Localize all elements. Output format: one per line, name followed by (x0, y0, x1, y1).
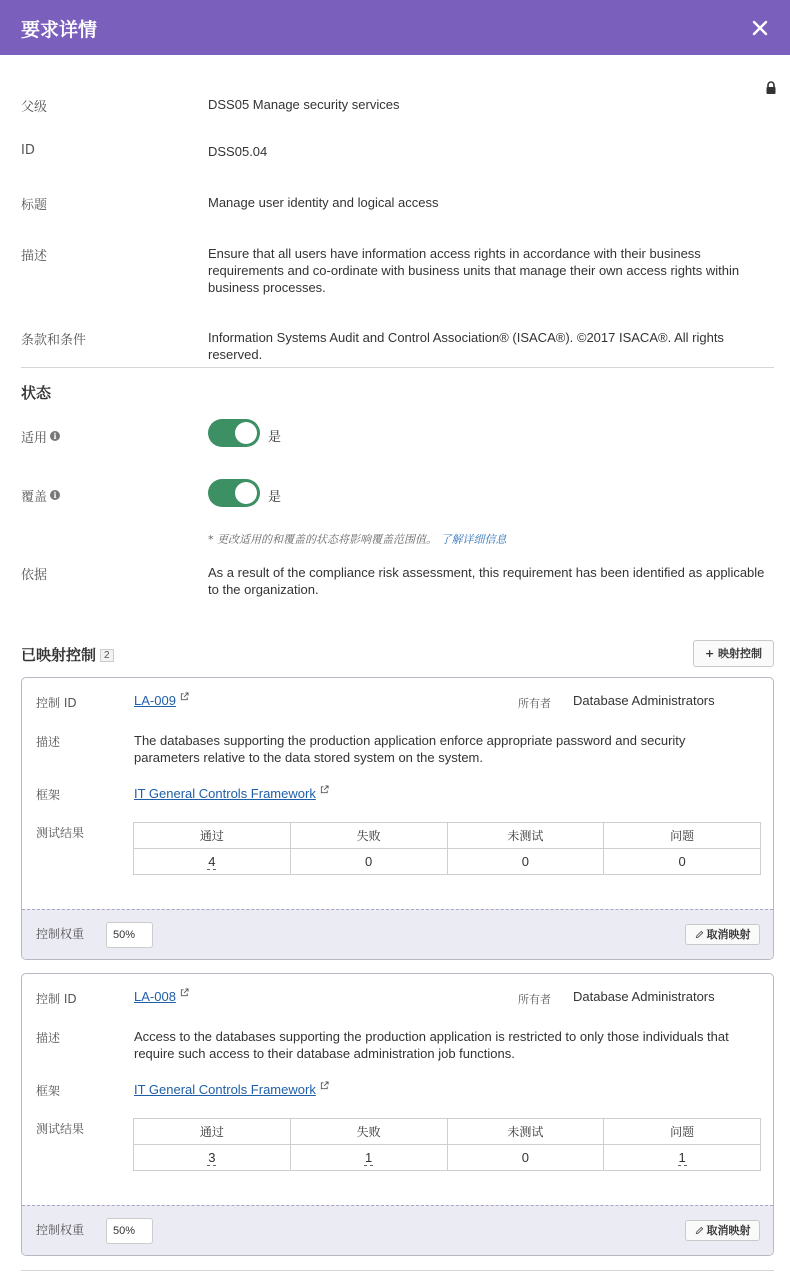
divider (21, 367, 774, 368)
basis-label: 依据 (21, 568, 48, 583)
control-desc: The databases supporting the production application enforce appropriate password and security parameters relative to the data stored system on the system. (134, 733, 686, 765)
issues-count: 0 (678, 854, 686, 869)
pass-cell (134, 1145, 291, 1171)
modal-header (0, 0, 790, 55)
description-label: 描述 (21, 249, 48, 264)
control-id-link[interactable]: LA-009 (134, 693, 176, 708)
unmap-button-label: 取消映射 (706, 928, 751, 941)
table-row (134, 849, 761, 875)
parent-label: 父级 (21, 100, 48, 115)
external-link-icon (320, 1081, 329, 1090)
control-weight-input[interactable]: 50% (106, 922, 153, 948)
untested-cell (447, 1145, 604, 1171)
learn-more-link[interactable]: 了解详细信息 (440, 533, 507, 546)
owner-label: 所有者 (518, 697, 551, 710)
untested-cell (447, 849, 604, 875)
basis-value: As a result of the compliance risk assessment, this requirement has been identified as applicable to the organization. (208, 565, 765, 597)
issues-cell (604, 849, 761, 875)
control-card (21, 973, 774, 1256)
unmap-button-label: 取消映射 (706, 1224, 751, 1237)
applicable-label (21, 427, 60, 446)
table-header-row (134, 823, 761, 849)
external-link-icon (180, 692, 189, 701)
fail-count[interactable]: 1 (365, 1150, 373, 1165)
owner-label: 所有者 (518, 993, 551, 1006)
lock-icon (765, 81, 777, 95)
applicable-toggle[interactable] (208, 419, 260, 447)
fail-header: 失败 (290, 823, 447, 849)
fail-count: 0 (365, 854, 373, 869)
control-id-label: 控制 ID (36, 696, 77, 710)
parent-value: DSS05 Manage security services (208, 97, 400, 112)
framework-label: 框架 (36, 788, 61, 802)
control-id-label: 控制 ID (36, 992, 77, 1006)
coverage-label-text: 覆盖 (21, 490, 48, 505)
issues-header: 问题 (604, 1119, 761, 1145)
control-weight-input[interactable]: 50% (106, 1218, 153, 1244)
control-card (21, 677, 774, 960)
mapped-controls-title (21, 644, 114, 665)
framework (134, 1081, 329, 1098)
untested-header: 未测试 (447, 1119, 604, 1145)
pencil-icon (695, 1226, 704, 1235)
owner-value: Database Administrators (573, 693, 715, 708)
fail-cell (290, 849, 447, 875)
framework-link[interactable]: IT General Controls Framework (134, 786, 316, 801)
coverage-label (21, 486, 60, 505)
status-title: 状态 (21, 384, 52, 402)
control-desc-label: 描述 (36, 1031, 61, 1045)
issues-cell (604, 1145, 761, 1171)
applicable-value: 是 (268, 430, 282, 445)
untested-header: 未测试 (447, 823, 604, 849)
toggle-knob (235, 482, 257, 504)
map-control-button[interactable]: + 映射控制 (693, 640, 774, 667)
card-footer (22, 909, 773, 959)
pass-count[interactable]: 3 (208, 1150, 216, 1165)
framework (134, 785, 329, 802)
toggle-knob (235, 422, 257, 444)
status-note (208, 531, 507, 547)
table-row (134, 1145, 761, 1171)
coverage-toggle[interactable] (208, 479, 260, 507)
control-weight-label: 控制权重 (36, 1223, 85, 1237)
control-id (134, 692, 189, 709)
coverage-value: 是 (268, 490, 282, 505)
unmap-button[interactable] (685, 924, 760, 945)
pass-cell (134, 849, 291, 875)
pencil-icon (695, 930, 704, 939)
test-results-label: 测试结果 (36, 826, 85, 840)
framework-label: 框架 (36, 1084, 61, 1098)
control-desc: Access to the databases supporting the production application is restricted to only those individuals that require such access to their database administration job functions. (134, 1029, 729, 1061)
external-link-icon (320, 785, 329, 794)
external-link-icon (180, 988, 189, 997)
framework-link[interactable]: IT General Controls Framework (134, 1082, 316, 1097)
test-results-table (133, 1118, 761, 1171)
terms-label: 条款和条件 (21, 333, 87, 348)
info-icon[interactable]: i (50, 490, 60, 500)
control-weight-label: 控制权重 (36, 927, 85, 941)
untested-count: 0 (521, 854, 529, 869)
issues-header: 问题 (604, 823, 761, 849)
control-desc-label: 描述 (36, 735, 61, 749)
info-icon[interactable]: i (50, 431, 60, 441)
id-value: DSS05.04 (208, 144, 268, 159)
title-label: 标题 (21, 198, 48, 213)
untested-count: 0 (521, 1150, 529, 1165)
owner-value: Database Administrators (573, 989, 715, 1004)
status-note-text: * 更改适用的和覆盖的状态将影响覆盖范围值。 (208, 533, 437, 546)
divider (21, 1270, 774, 1271)
pass-header: 通过 (134, 823, 291, 849)
control-id (134, 988, 189, 1005)
pass-count[interactable]: 4 (208, 854, 216, 869)
unmap-button[interactable] (685, 1220, 760, 1241)
description-value: Ensure that all users have information access rights in accordance with their business requirements and co-ordinate with business units that manage their own access rights within business processes. (208, 246, 740, 295)
card-footer (22, 1205, 773, 1255)
mapped-controls-title-text: 已映射控制 (21, 646, 97, 664)
close-icon[interactable] (749, 17, 771, 39)
table-header-row (134, 1119, 761, 1145)
issues-count[interactable]: 1 (678, 1150, 686, 1165)
fail-header: 失败 (290, 1119, 447, 1145)
fail-cell (290, 1145, 447, 1171)
pass-header: 通过 (134, 1119, 291, 1145)
title-value: Manage user identity and logical access (208, 195, 439, 210)
applicable-label-text: 适用 (21, 431, 48, 446)
terms-value: Information Systems Audit and Control Association® (ISACA®). ©2017 ISACA®. All rights reserved. (208, 330, 724, 362)
count-badge: 2 (100, 649, 114, 662)
modal-title: 要求详情 (21, 19, 98, 41)
id-label: ID (21, 143, 35, 158)
control-id-link[interactable]: LA-008 (134, 989, 176, 1004)
test-results-label: 测试结果 (36, 1122, 85, 1136)
test-results-table (133, 822, 761, 875)
